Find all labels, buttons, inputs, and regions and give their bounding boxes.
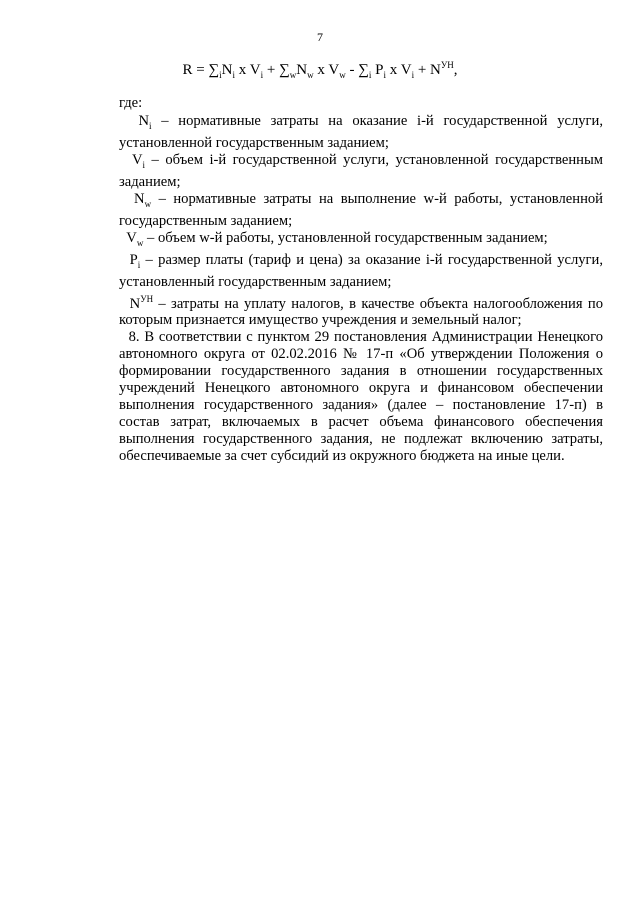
definition-text: – объем w-й работы, установленной государственным заданием;: [143, 229, 548, 246]
formula-sup: УН: [440, 60, 454, 70]
formula-sub: i: [368, 70, 372, 80]
definition-text: – нормативные затраты на выполнение w-й работы, установленной государственным заданием;: [119, 190, 603, 229]
formula: [0, 60, 640, 80]
page-number: 7: [317, 30, 323, 44]
formula-term: N: [296, 62, 308, 78]
definition-symbol: V: [132, 151, 143, 168]
formula-sub: w: [289, 70, 297, 80]
definition-symbol: N: [138, 113, 149, 129]
paragraph-8: [119, 329, 603, 465]
definition-symbol: V: [126, 229, 137, 246]
definition-item: [119, 291, 603, 330]
definition-item: [119, 252, 603, 291]
definition-item: [119, 152, 603, 191]
definition-subscript: i: [149, 120, 152, 131]
formula-lhs: R =: [182, 62, 209, 78]
document-body: [119, 95, 603, 465]
formula-op: -: [345, 62, 359, 78]
definition-subscript: i: [142, 159, 146, 170]
definition-symbol: N: [129, 295, 141, 312]
definition-text: – размер платы (тариф и цена) за оказание i-й государственной услуги, установленный государственным заданием;: [119, 251, 604, 290]
formula-op: +: [263, 62, 280, 78]
definition-subscript: w: [144, 198, 152, 209]
definition-symbol: N: [134, 190, 145, 207]
formula-term: x V: [313, 62, 340, 78]
definition-symbol: P: [129, 251, 138, 268]
formula-sub: i: [383, 70, 387, 80]
formula-sum: ∑: [208, 62, 220, 78]
formula-sum: ∑: [279, 62, 290, 78]
definition-item: [119, 113, 603, 152]
formula-term: x V: [386, 62, 412, 78]
formula-sub: w: [339, 70, 346, 80]
formula-sub: i: [260, 70, 264, 80]
definition-text: – нормативные затраты на оказание i-й государственной услуги, установленной государственным заданием;: [119, 113, 604, 151]
where-label: где:: [119, 95, 143, 111]
formula-sub: w: [307, 70, 314, 80]
definition-superscript: УН: [140, 293, 154, 304]
formula-sub: i: [232, 70, 236, 80]
formula-sum: ∑: [358, 62, 369, 78]
formula-op: + N: [414, 62, 441, 78]
formula-sub: i: [411, 70, 415, 80]
definition-subscript: w: [136, 237, 144, 248]
paragraph-8-text: 8. В соответствии с пунктом 29 постановления Администрации Ненецкого автономного округа от 02.02.2016 № 17-п «Об утверждении Положения о формировании государственного задания в отношении государственных учреждений Ненецкого автономного округа и финансовом обеспечении выполнения государственного задания» (далее – постановление 17-п) в состав затрат, включаемых в расчет объема финансового обеспечения выполнения государственного задания, не подлежат включению затраты, обеспечиваемые за счет субсидий из окружного бюджета на иные цели.: [119, 329, 604, 465]
definition-item: [119, 230, 603, 252]
formula-term: x V: [235, 62, 261, 78]
definition-subscript: i: [137, 259, 141, 270]
formula-sub: i: [219, 70, 222, 80]
formula-tail: ,: [453, 62, 458, 78]
definition-item: [119, 191, 603, 230]
definition-text: – затраты на уплату налогов, в качестве объекта налогообложения по которым признается имущество учреждения и земельный налог;: [119, 295, 604, 329]
definition-text: – объем i-й государственной услуги, установленной государственным заданием;: [119, 151, 604, 190]
formula-term: P: [371, 62, 384, 78]
formula-term: N: [221, 62, 233, 78]
